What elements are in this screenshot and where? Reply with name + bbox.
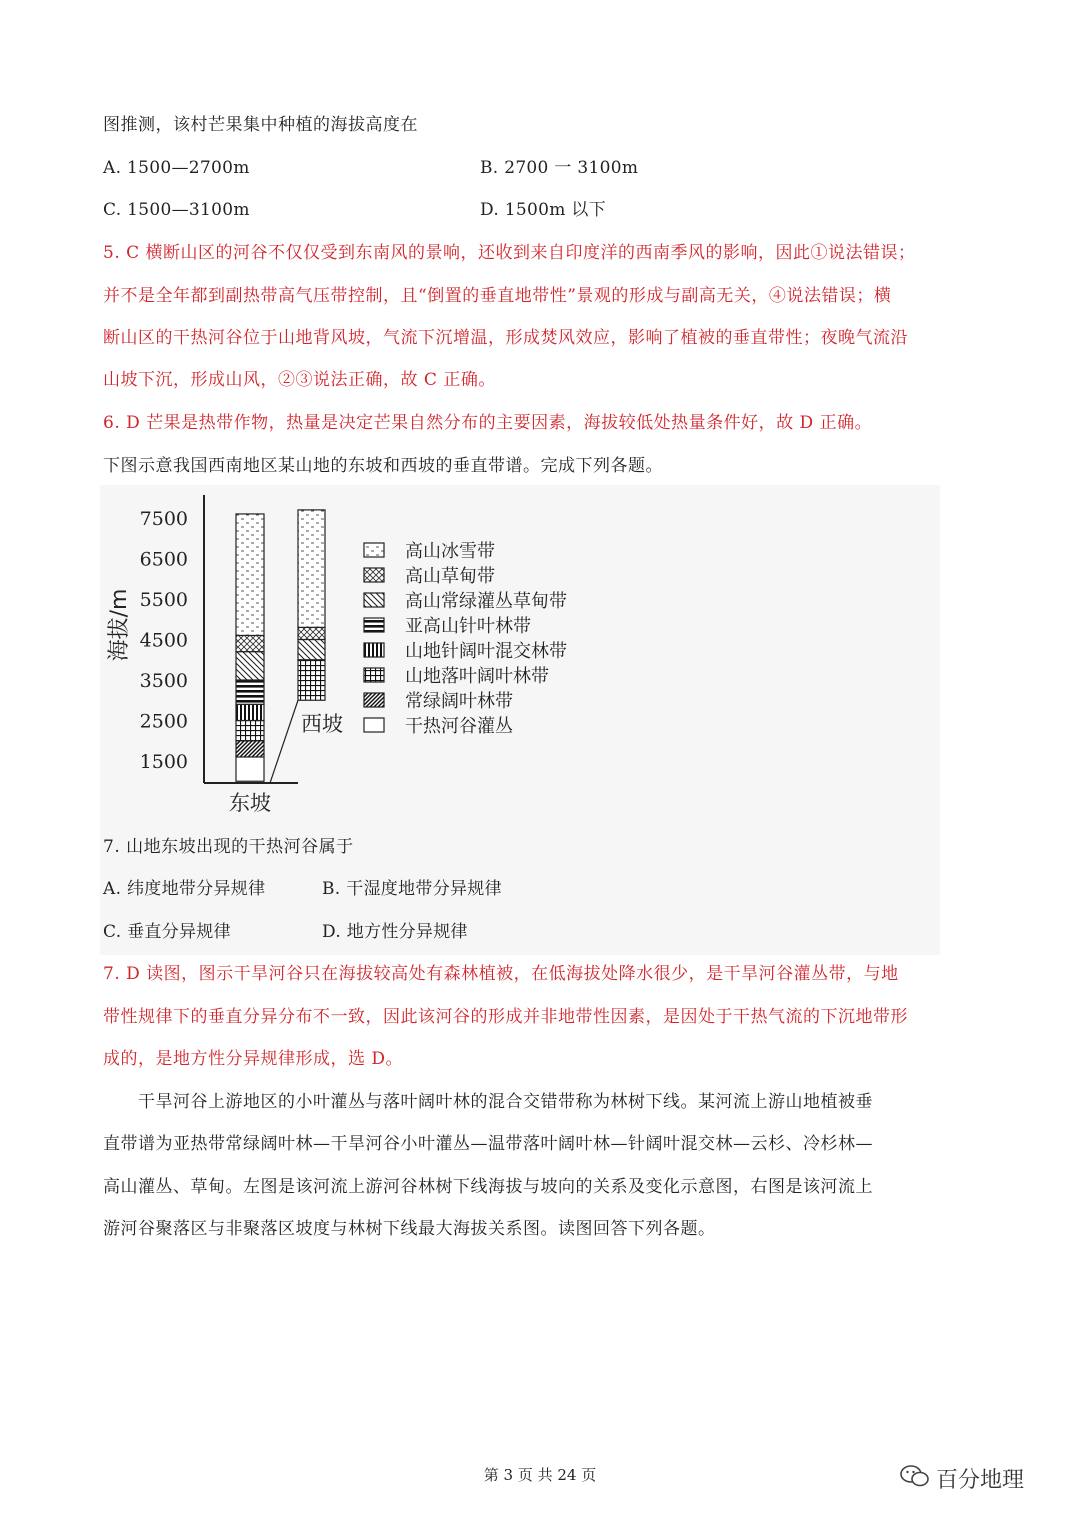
column-label: 东坡 bbox=[229, 791, 271, 815]
answer-5-line: 山坡下沉，形成山风，②③说法正确，故 C 正确。 bbox=[103, 370, 496, 390]
y-tick-label: 4500 bbox=[139, 629, 188, 652]
answer-6: 6. D 芒果是热带作物，热量是决定芒果自然分布的主要因素，海拔较低处热量条件好，故 D 正确。 bbox=[103, 413, 873, 433]
legend-swatch bbox=[364, 593, 384, 607]
y-tick-label: 3500 bbox=[139, 670, 188, 692]
wechat-icon bbox=[900, 1464, 930, 1494]
legend-label: 高山常绿灌丛草甸带 bbox=[405, 591, 567, 612]
band-常绿阔叶林带 bbox=[236, 741, 264, 757]
legend-label: 常绿阔叶林带 bbox=[405, 691, 513, 712]
legend-swatch bbox=[364, 568, 384, 582]
y-tick-label: 5500 bbox=[139, 589, 188, 611]
legend-swatch bbox=[364, 718, 384, 732]
question-stem: 图推测，该村芒果集中种植的海拔高度在 bbox=[103, 115, 418, 135]
y-tick-label: 7500 bbox=[139, 508, 188, 530]
answer-7-line: 带性规律下的垂直分异分布不一致，因此该河谷的形成并非地带性因素，是因处于干热气流的下沉地带形 bbox=[103, 1007, 908, 1027]
q7-option-a: A. 纬度地带分异规律 bbox=[103, 879, 266, 899]
y-tick-label: 2500 bbox=[139, 710, 188, 733]
figure-intro: 下图示意我国西南地区某山地的东坡和西坡的垂直带谱。完成下列各题。 bbox=[103, 456, 663, 476]
answer-5-line: 并不是全年都到副热带高气压带控制，且“倒置的垂直地带性”景观的形成与副高无关，④说法错误；横 bbox=[103, 286, 892, 306]
west-slope-leader-line bbox=[270, 700, 298, 783]
watermark bbox=[900, 1463, 1024, 1494]
option-a: A. 1500—2700m bbox=[103, 158, 250, 178]
legend-swatch bbox=[364, 693, 384, 707]
watermark-text: 百分地理 bbox=[936, 1468, 1025, 1493]
band-亚高山针叶林带 bbox=[236, 680, 264, 704]
passage-line: 直带谱为亚热带常绿阔叶林—干旱河谷小叶灌丛—温带落叶阔叶林—针阔叶混交林—云杉、冷杉林— bbox=[103, 1134, 873, 1154]
passage-line: 干旱河谷上游地区的小叶灌丛与落叶阔叶林的混合交错带称为林树下线。某河流上游山地植被垂 bbox=[103, 1092, 873, 1112]
option-b: B. 2700 一 3100m bbox=[480, 158, 639, 178]
question-7: 7. 山地东坡出现的干热河谷属于 bbox=[103, 837, 354, 857]
band-高山冰雪带 bbox=[298, 510, 325, 627]
legend-label: 高山冰雪带 bbox=[405, 541, 495, 562]
y-axis-label: 海拔/m bbox=[107, 588, 132, 662]
band-山地落叶阔叶林带 bbox=[236, 721, 264, 741]
page-footer: 第 3 页 共 24 页 bbox=[483, 1466, 597, 1484]
option-d: D. 1500m 以下 bbox=[480, 200, 606, 220]
option-c: C. 1500—3100m bbox=[103, 200, 250, 220]
legend-label: 亚高山针叶林带 bbox=[405, 616, 531, 637]
column-label: 西坡 bbox=[301, 712, 343, 736]
band-高山常绿灌丛草甸带 bbox=[298, 640, 325, 660]
legend-label: 干热河谷灌丛 bbox=[405, 716, 513, 737]
band-山地针阔叶混交林带 bbox=[236, 704, 264, 720]
band-高山冰雪带 bbox=[236, 514, 264, 636]
legend-swatch bbox=[364, 668, 384, 682]
q7-option-d: D. 地方性分异规律 bbox=[322, 922, 468, 942]
answer-7-line: 7. D 读图，图示干旱河谷只在海拔较高处有森林植被，在低海拔处降水很少，是干旱河谷灌丛带，与地 bbox=[103, 964, 899, 984]
band-高山草甸带 bbox=[298, 627, 325, 639]
legend-swatch bbox=[364, 643, 384, 657]
legend-label: 高山草甸带 bbox=[405, 566, 495, 587]
passage-line: 游河谷聚落区与非聚落区坡度与林树下线最大海拔关系图。读图回答下列各题。 bbox=[103, 1219, 716, 1239]
legend-swatch bbox=[364, 543, 384, 557]
q7-option-b: B. 干湿度地带分异规律 bbox=[322, 879, 502, 899]
band-高山常绿灌丛草甸带 bbox=[236, 652, 264, 680]
passage-line: 高山灌丛、草甸。左图是该河流上游河谷林树下线海拔与坡向的关系及变化示意图，右图是该河流上 bbox=[103, 1177, 873, 1197]
y-tick-label: 1500 bbox=[139, 751, 188, 773]
y-tick-label: 6500 bbox=[139, 548, 188, 571]
answer-5-line: 5. C 横断山区的河谷不仅仅受到东南风的景响，还收到来自印度洋的西南季风的影响，因此①说法错误； bbox=[103, 243, 916, 263]
answer-5-line: 断山区的干热河谷位于山地背风坡，气流下沉增温，形成焚风效应，影响了植被的垂直带性；夜晚气流沿 bbox=[103, 328, 908, 348]
q7-option-c: C. 垂直分异规律 bbox=[103, 922, 231, 942]
legend-swatch bbox=[364, 618, 384, 632]
legend-label: 山地针阔叶混交林带 bbox=[405, 641, 567, 662]
answer-7-line: 成的，是地方性分异规律形成，选 D。 bbox=[103, 1049, 404, 1069]
band-高山草甸带 bbox=[236, 635, 264, 651]
band-山地落叶阔叶林带 bbox=[298, 660, 325, 701]
band-干热河谷灌丛 bbox=[236, 757, 264, 781]
legend-label: 山地落叶阔叶林带 bbox=[405, 666, 549, 687]
